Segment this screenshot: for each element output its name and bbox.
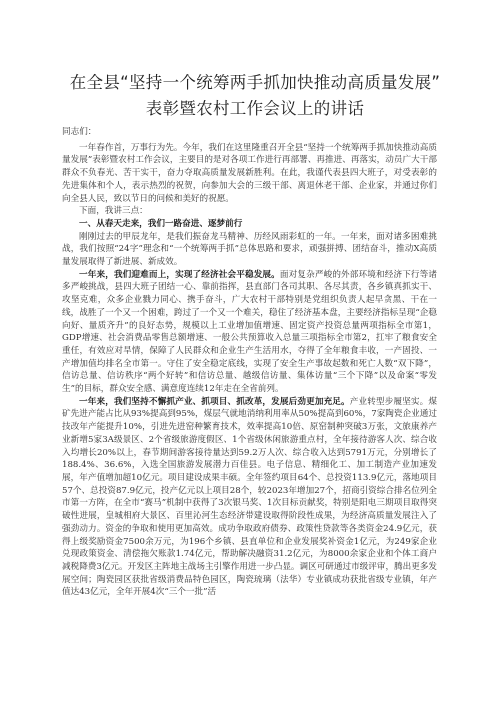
economy-lead-sentence: 一年来，我们迎难而上，实现了经济社会平稳发展。	[79, 269, 280, 280]
section-1-paragraph: 刚刚过去的甲辰龙年，是我们振奋龙马精神、历经风雨彩虹的一年。一年来，面对诸多困难挑战，我们按照“24字”理念和“一个统筹两手抓”总体思路和要求，顽强拼搏、团结奋斗，推动X高质量发展取得了新进展、新成效。	[62, 231, 437, 268]
industry-paragraph	[62, 396, 437, 599]
section-1-heading: 一、从春天走来，我们一路奋进、逐梦前行	[79, 218, 243, 229]
speech-title-line-1: 在全县“坚持一个统筹两手抓加快推动高质量发展”	[69, 73, 441, 92]
salutation: 同志们：	[62, 127, 97, 137]
transition-paragraph: 下面，我讲三点：	[79, 206, 148, 217]
industry-lead-sentence: 一年来，我们坚持不懈抓产业、抓项目、抓改革，发展后劲更加充足。	[79, 396, 350, 407]
intro-paragraph: 一年春作首，万事行为先。今年，我们在这里隆重召开全县“坚持一个统筹两手抓加快推动高质量发展”表彰暨农村工作会议，主要目的是对各项工作进行再部署、再推进、再落实，动员广大干部群众不负春光、苦干实干，奋力夺取高质量发展新胜利。在此，我谨代表县四大班子，对受表彰的先进集体和个人，表示热烈的祝贺，向参加大会的三级干部、离退休老干部、企业家，并通过你们向全县人民，致以节日的问候和美好的祝愿。	[62, 142, 437, 204]
speech-body	[62, 126, 437, 599]
economy-paragraph	[62, 269, 437, 396]
industry-text: 产业转型步履坚实。煤矿先进产能占比从93%提高到95%，煤层气就地消纳利用率从50%提高到60%，7家陶瓷企业通过技改年产能提升10%，引进先进窑种繁育技术，效率提高10倍、原窑制种突破3万张，文旅康养产业新增5家3A级景区、2个省级旅游度假区、1个省级休闲旅游重点村，全年接待游客人次、综合收入均增长20%以上，春节期间游客接待量达到59.2万人次、综合收入达到5791万元，分别增长了188.4%、36.6%，入选全国旅游发展潜力百佳县。电子信息、精细化工、加工制造产业加速发展，年产值增加超10亿元。项目建设成果丰硕。全年签约项目64个、总投资113.9亿元，落地项目57个、总投资87.9亿元，投产亿元以上项目28个，较2023年增加27个，招商引资综合排名位列全市第一方阵，在全市“赛马”机制中获得了3次银马奖、1次目标贡献奖，特别是阳电三期项目取得突破性进展，皇城相府大景区、百里沁河生态经济带建设取得阶段性成果，为经济高质量发展注入了强劲动力。资金的争取和使用更加高效。成功争取政府债券、政策性贷款等各类资金24.9亿元，获得上级奖励资金7500余万元，为196个乡镇、县直单位和企业发展奖补资金1亿元，为249家企业兑现政策资金、清偿拖欠账款1.74亿元，帮助解决融资31.2亿元，为8000余家企业和个体工商户减税降费3亿元。开发区主阵地主战场主引擎作用进一步凸显。调区可研通过市级评审，腾出更多发展空间；陶瓷园区获批省级消费品特色园区，陶瓷琉璃（法华）专业镇成功获批省级专业镇，年产值达43亿元，全年开展4次“三个一批”活	[62, 396, 438, 598]
economy-text: 面对复杂严峻的外部环境和经济下行等诸多严峻挑战，县四大班子团结一心、靠前指挥，县直部门各司其职、各尽其责，各乡镇真抓实干、攻坚克难，众多企业戮力同心、携手奋斗，广大农村干部特别是党组织负责人起早贪黑、干在一线，战胜了一个又一个困难，跨过了一个又一个难关，稳住了经济基本盘，主要经济指标呈现“企稳向好、量质齐升”的良好态势，规模以上工业增加值增速、固定资产投资总量两项指标全市第1，GDP增速、社会消费品零售总额增速、一般公共预算收入总量三项指标全市第2，扛牢了粮食安全重任，有效应对旱情，保障了人民群众和企业生产生活用水，夺得了全年粮食丰收，一产固投、一产增加值均排名全市第一。守住了安全稳定底线，实现了安全生产事故起数和死亡人数“双下降”，信访总量、信访秩序“两个好转”和信访总量、越级信访量、集体访量“三个下降”以及命案“零发生”的目标，群众安全感、满意度连续12年走在全省前列。	[62, 269, 437, 395]
speech-title-line-2: 表彰暨农村工作会议上的讲话	[145, 99, 365, 118]
